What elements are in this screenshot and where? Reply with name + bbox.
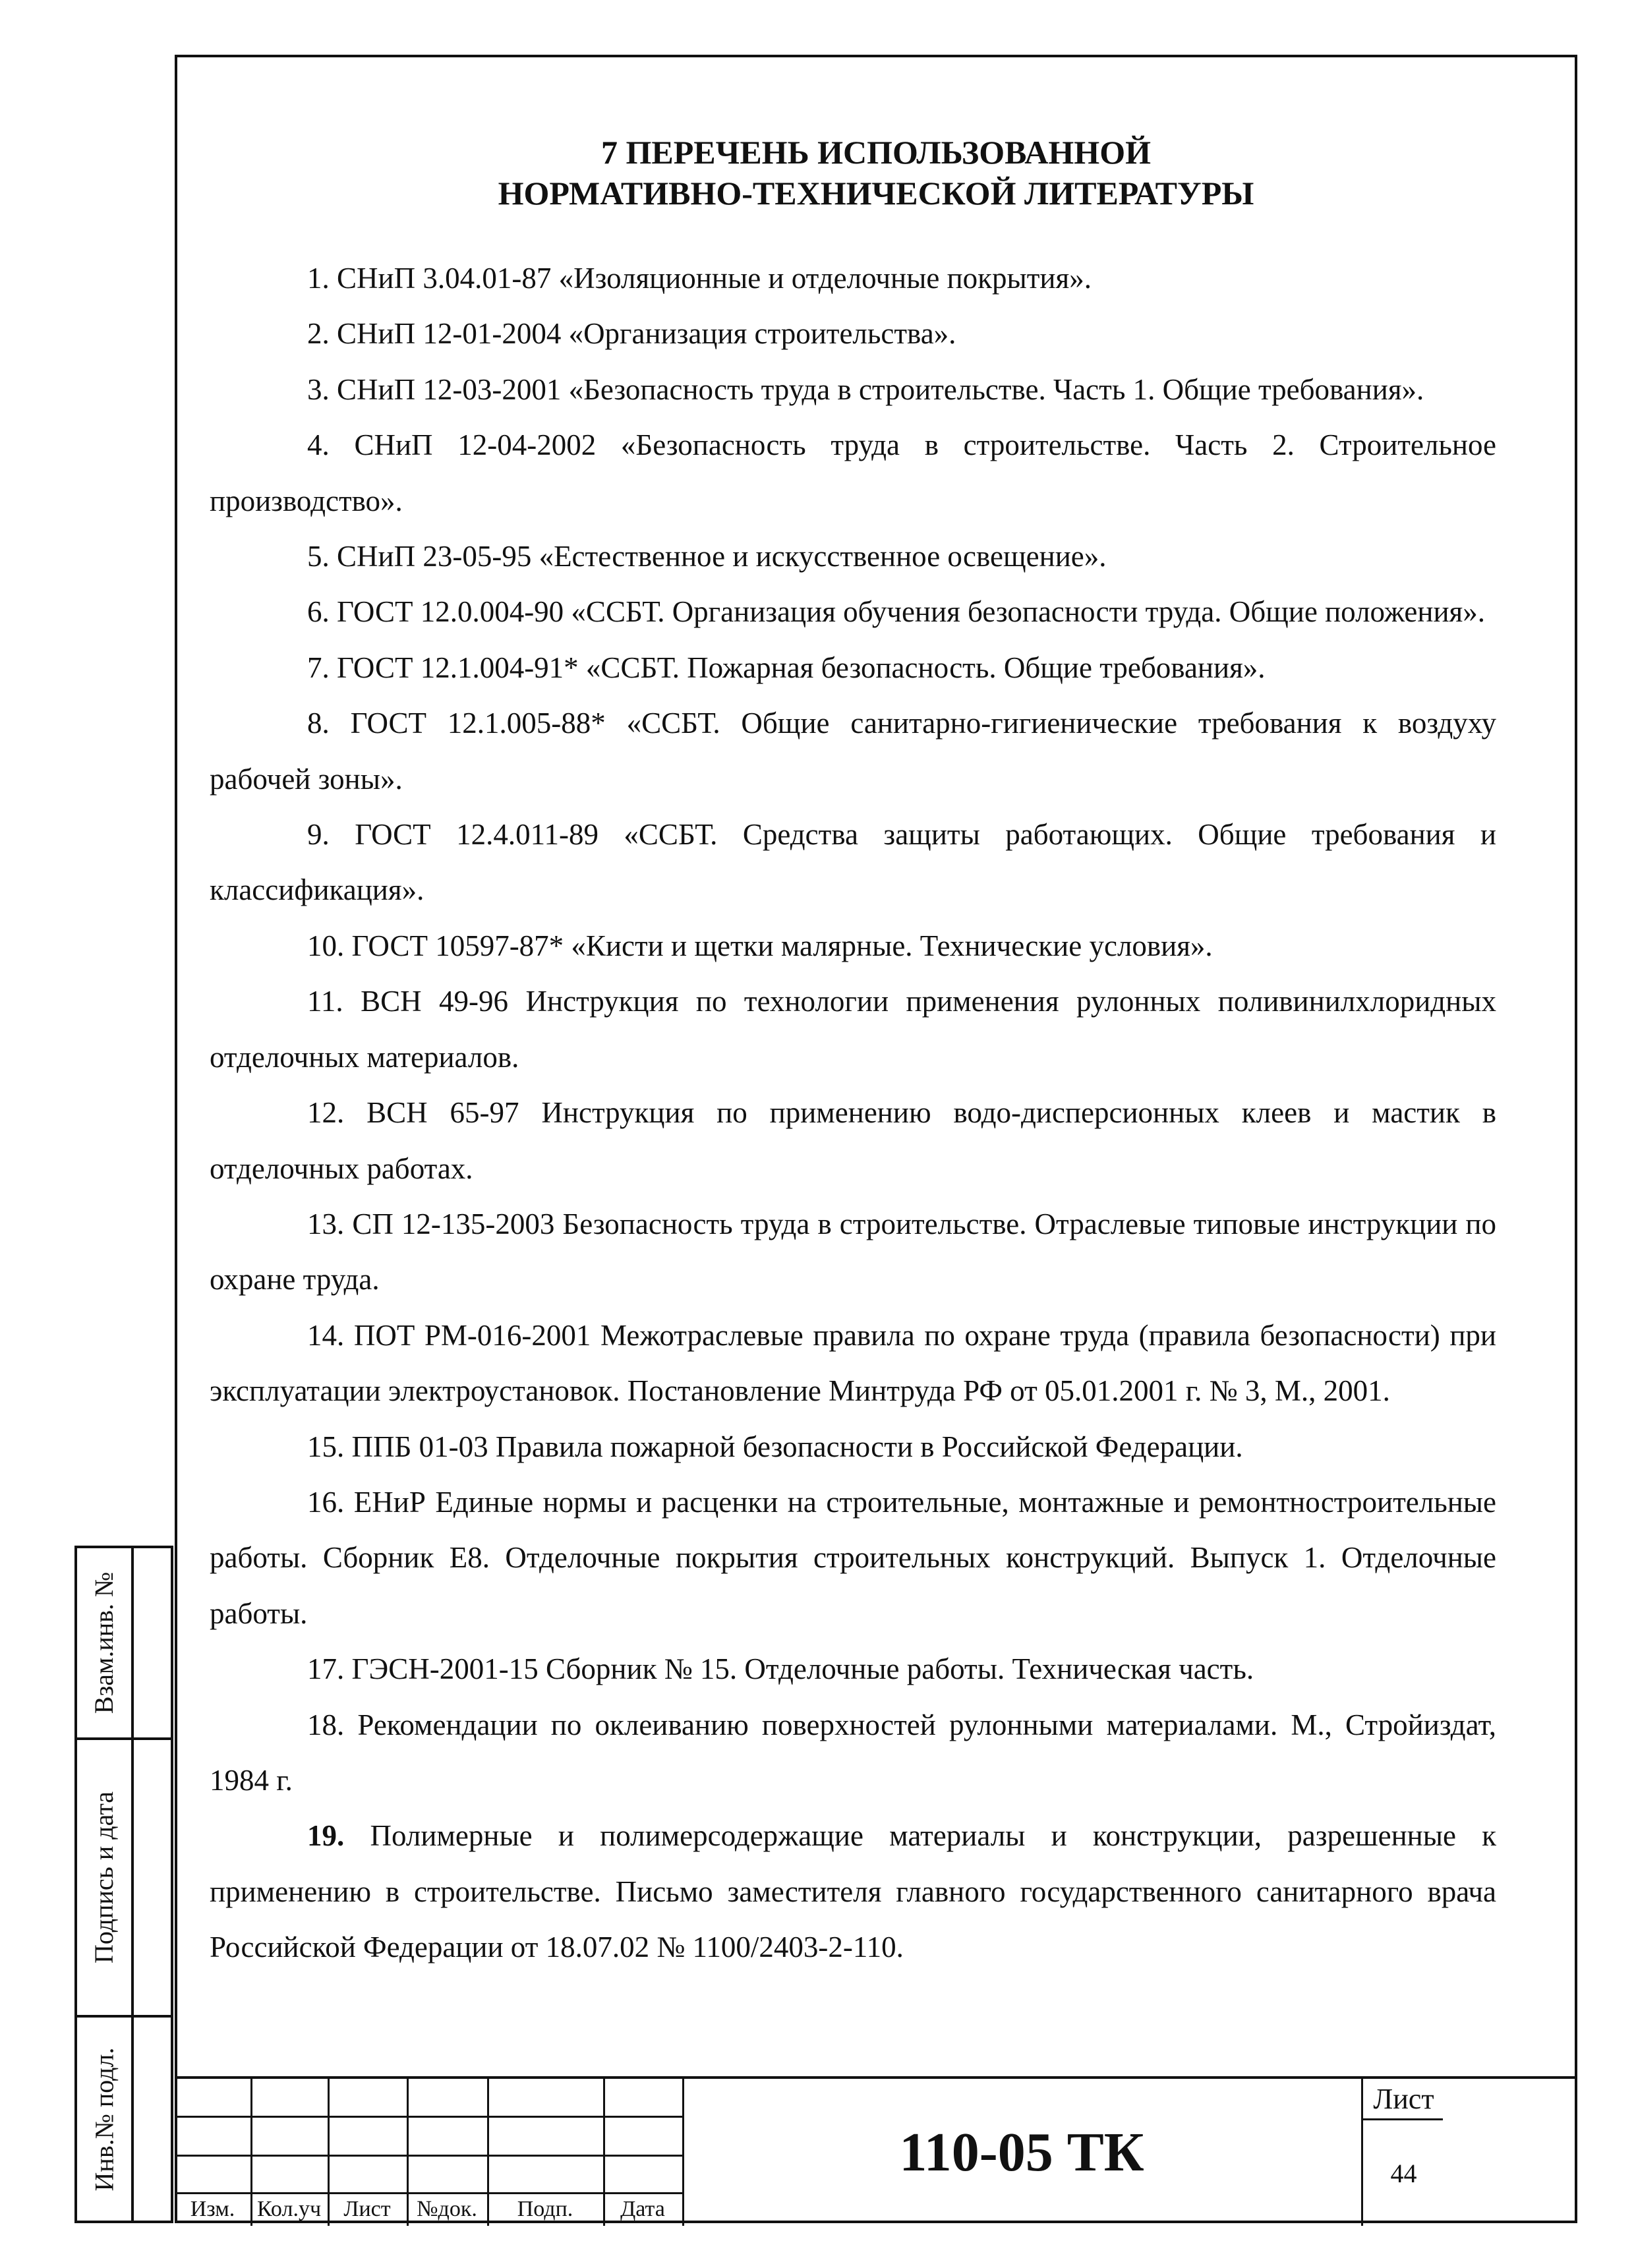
reference-item	[210, 640, 1496, 695]
reference-text: ПОТ РМ-016-2001 Межотраслевые правила по охране труда (правила безопасности) при эксплуатации электроустановок. Постановление Минтруда РФ от 05.01.2001 г. № 3, М., 2001.	[210, 1318, 1496, 1408]
reference-text: СНиП 12-03-2001 «Безопасность труда в строительстве. Часть 1. Общие требования».	[337, 372, 1424, 406]
side-stamp-vzam	[74, 1546, 173, 1740]
reference-item	[210, 695, 1496, 807]
document-code: 110-05 ТК	[899, 2122, 1144, 2183]
reference-number: 5.	[307, 540, 330, 573]
reference-item	[210, 807, 1496, 918]
reference-text: СП 12-135-2003 Безопасность труда в строительстве. Отраслевые типовые инструкции по охране труда.	[210, 1207, 1496, 1296]
reference-item	[210, 1474, 1496, 1641]
reference-number: 14.	[307, 1318, 345, 1352]
reference-item	[210, 1697, 1496, 1809]
reference-number: 17.	[307, 1652, 345, 1686]
section-heading-line1: 7 ПЕРЕЧЕНЬ ИСПОЛЬЗОВАННОЙ	[601, 134, 1151, 171]
header-podp: Подп.	[517, 2197, 573, 2221]
reference-number: 3.	[307, 372, 330, 406]
reference-number: 18.	[307, 1708, 345, 1741]
reference-item	[210, 529, 1496, 584]
reference-list	[210, 250, 1496, 1975]
reference-text: ГОСТ 12.0.004-90 «ССБТ. Организация обучения безопасности труда. Общие положения».	[337, 595, 1485, 629]
reference-item	[210, 362, 1496, 417]
reference-item	[210, 1419, 1496, 1474]
side-label-podpis: Подпись и дата	[89, 1791, 119, 1964]
reference-text: СНиП 12-01-2004 «Организация строительства».	[337, 317, 956, 351]
side-stamp-inv	[74, 2015, 173, 2223]
reference-text: ГОСТ 12.4.011-89 «ССБТ. Средства защиты работающих. Общие требования и классификация».	[210, 818, 1496, 907]
reference-text: ГОСТ 12.1.004-91* «ССБТ. Пожарная безопасность. Общие требования».	[337, 651, 1266, 684]
header-izm: Изм.	[190, 2197, 235, 2221]
reference-item	[210, 1308, 1496, 1419]
reference-item	[210, 250, 1496, 306]
reference-number: 1.	[307, 262, 330, 295]
reference-text: ЕНиР Единые нормы и расценки на строительные, монтажные и ремонтностроительные работы. Сборник Е8. Отделочные покрытия строительных конструкций. Выпуск 1. Отделочные работы.	[210, 1485, 1497, 1630]
reference-text: ВСН 49-96 Инструкция по технологии применения рулонных поливинилхлоридных отделочных материалов.	[210, 985, 1496, 1074]
reference-number: 8.	[307, 707, 330, 740]
reference-number: 11.	[307, 985, 343, 1018]
reference-number: 9.	[307, 818, 330, 852]
reference-number: 13.	[307, 1207, 345, 1240]
reference-text: Рекомендации по оклеиванию поверхностей рулонными материалами. М., Стройиздат, 1984 г.	[210, 1708, 1497, 1797]
reference-number: 6.	[307, 595, 330, 629]
side-label-vzam: Взам.инв. №	[89, 1571, 119, 1714]
section-heading-line2: НОРМАТИВНО-ТЕХНИЧЕСКОЙ ЛИТЕРАТУРЫ	[498, 175, 1254, 212]
reference-text: Полимерные и полимерсодержащие материалы и конструкции, разрешенные к применению в строительстве. Письмо заместителя главного государственного санитарного врача Российской Федерации от 18.07.02 № 1100/2403-2-110.	[210, 1819, 1497, 1964]
reference-item	[210, 1085, 1496, 1196]
header-ndok: №док.	[417, 2197, 477, 2221]
reference-number: 19.	[307, 1819, 345, 1853]
header-data: Дата	[620, 2197, 665, 2221]
reference-number: 7.	[307, 651, 330, 684]
reference-text: СНиП 3.04.01-87 «Изоляционные и отделочные покрытия».	[337, 262, 1092, 295]
reference-item	[210, 974, 1496, 1085]
reference-number: 10.	[307, 929, 345, 962]
reference-item	[210, 417, 1496, 529]
reference-text: ГОСТ 10597-87* «Кисти и щетки малярные. Технические условия».	[351, 929, 1213, 962]
title-block	[175, 2076, 1577, 2226]
reference-text: ППБ 01-03 Правила пожарной безопасности в Российской Федерации.	[351, 1430, 1243, 1463]
reference-number: 12.	[307, 1096, 345, 1130]
header-list: Лист	[343, 2197, 391, 2221]
reference-number: 4.	[307, 428, 330, 462]
reference-text: ВСН 65-97 Инструкция по применению водо-дисперсионных клеев и мастик в отделочных работах.	[210, 1096, 1496, 1185]
side-label-inv: Инв.№ подл.	[89, 2047, 119, 2191]
reference-item	[210, 918, 1496, 974]
reference-text: ГЭСН-2001-15 Сборник № 15. Отделочные работы. Техническая часть.	[351, 1652, 1254, 1686]
sheet-label: Лист	[1373, 2082, 1434, 2115]
reference-text: СНиП 12-04-2002 «Безопасность труда в строительстве. Часть 2. Строительное производство».	[210, 428, 1497, 517]
reference-text: ГОСТ 12.1.005-88* «ССБТ. Общие санитарно-гигиенические требования к воздуху рабочей зоны».	[210, 707, 1497, 796]
sheet-number: 44	[1390, 2159, 1417, 2188]
reference-number: 2.	[307, 317, 330, 351]
header-kol-uch: Кол.уч	[256, 2197, 322, 2221]
reference-item	[210, 1196, 1496, 1308]
reference-item	[210, 1641, 1496, 1697]
side-stamp-podpis	[74, 1737, 173, 2018]
reference-text: СНиП 23-05-95 «Естественное и искусственное освещение».	[337, 540, 1107, 573]
reference-item	[210, 306, 1496, 361]
reference-item	[210, 584, 1496, 639]
reference-item	[210, 1808, 1496, 1975]
reference-number: 15.	[307, 1430, 345, 1463]
reference-number: 16.	[307, 1485, 345, 1519]
